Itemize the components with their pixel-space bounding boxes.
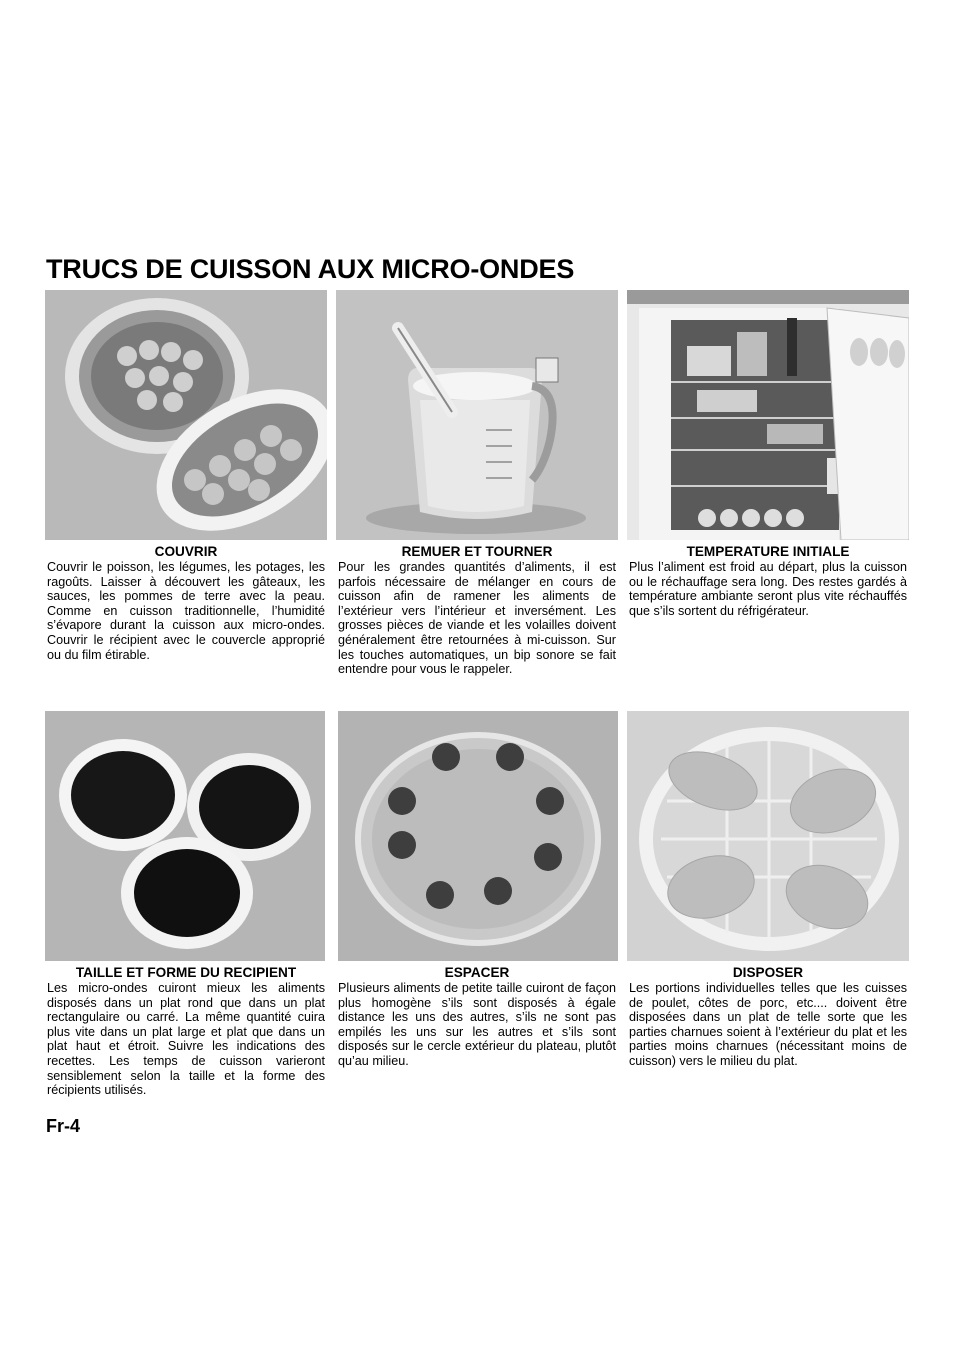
tip-text: Pour les grandes quantités d’aliments, il est parfois nécessaire de mélanger en cours de cuisson afin de ramener les aliments de l’extérieur vers l’intérieur et inversément. Les grosses pièces de viande et les volailles doivent généralement être retournées à mi-cuisson. Sur les touches automatiques, un bip sonore se fait entendre pour vous le rappeler. xyxy=(338,560,616,677)
tip-espacer xyxy=(338,965,616,1069)
tip-covrir xyxy=(47,544,325,662)
tip-text: Plusieurs aliments de petite taille cuiront de façon plus homogène s’ils sont disposés à égale distance les uns des autres, s’ils ne sont pas empilés les uns sur les autres et s’ils sont disposés sur le cercle extérieur du plateau, plutôt qu’au milieu. xyxy=(338,981,616,1068)
tip-heading: COUVRIR xyxy=(154,544,218,559)
tip-taille xyxy=(47,965,325,1098)
photo-measuring-cup xyxy=(336,290,618,540)
tip-text: Plus l’aliment est froid au départ, plus la cuisson ou le réchauffage sera long. Des restes gardés à température ambiante seront plus vite réchauffés que s’ils sortent du réfrigérateur. xyxy=(629,560,907,618)
page-number: Fr-4 xyxy=(46,1116,81,1136)
photo-covered-dishes xyxy=(45,290,327,540)
tip-text: Les micro-ondes cuiront mieux les aliments disposés dans un plat rond que dans un plat rectangulaire ou carré. La même quantité cuira plus vite dans un plat large et plat que dans un plat haut et étroit. Suivre les indications des recettes. Les temps de cuisson varieront sensiblement selon la taille et la forme des récipients utilisés. xyxy=(47,981,325,1098)
photo-chicken xyxy=(627,711,909,961)
tip-heading: TAILLE ET FORME DU RECIPIENT xyxy=(75,965,297,980)
tip-heading: REMUER ET TOURNER xyxy=(401,544,553,559)
tip-disposer xyxy=(629,965,907,1069)
photo-meatballs xyxy=(338,711,618,961)
tip-heading: ESPACER xyxy=(444,965,510,980)
tip-heading: TEMPERATURE INITIALE xyxy=(686,544,850,559)
tip-text: Couvrir le poisson, les légumes, les potages, les ragoûts. Laisser à découvert les gâteaux, les sauces, les pommes de terre avec la peau. Comme en cuisson traditionnelle, l’humidité s’évapore durant la cuisson aux micro-ondes. Couvrir le récipient avec le couvercle approprié ou du film étirable. xyxy=(47,560,325,662)
tip-temperature xyxy=(629,544,907,618)
page-title: TRUCS DE CUISSON AUX MICRO-ONDES xyxy=(46,254,575,284)
tip-heading: DISPOSER xyxy=(732,965,804,980)
tip-text: Les portions individuelles telles que les cuisses de poulet, côtes de porc, etc.... doivent être disposées dans un plat de telle sorte que les parties charnues soient à l’extérieur du plat et les parties moins charnues (nécessitant moins de cuisson) vers le milieu du plat. xyxy=(629,981,907,1068)
photo-refrigerator xyxy=(627,290,909,540)
photo-ramekins xyxy=(45,711,325,961)
tip-remuer xyxy=(338,544,616,677)
